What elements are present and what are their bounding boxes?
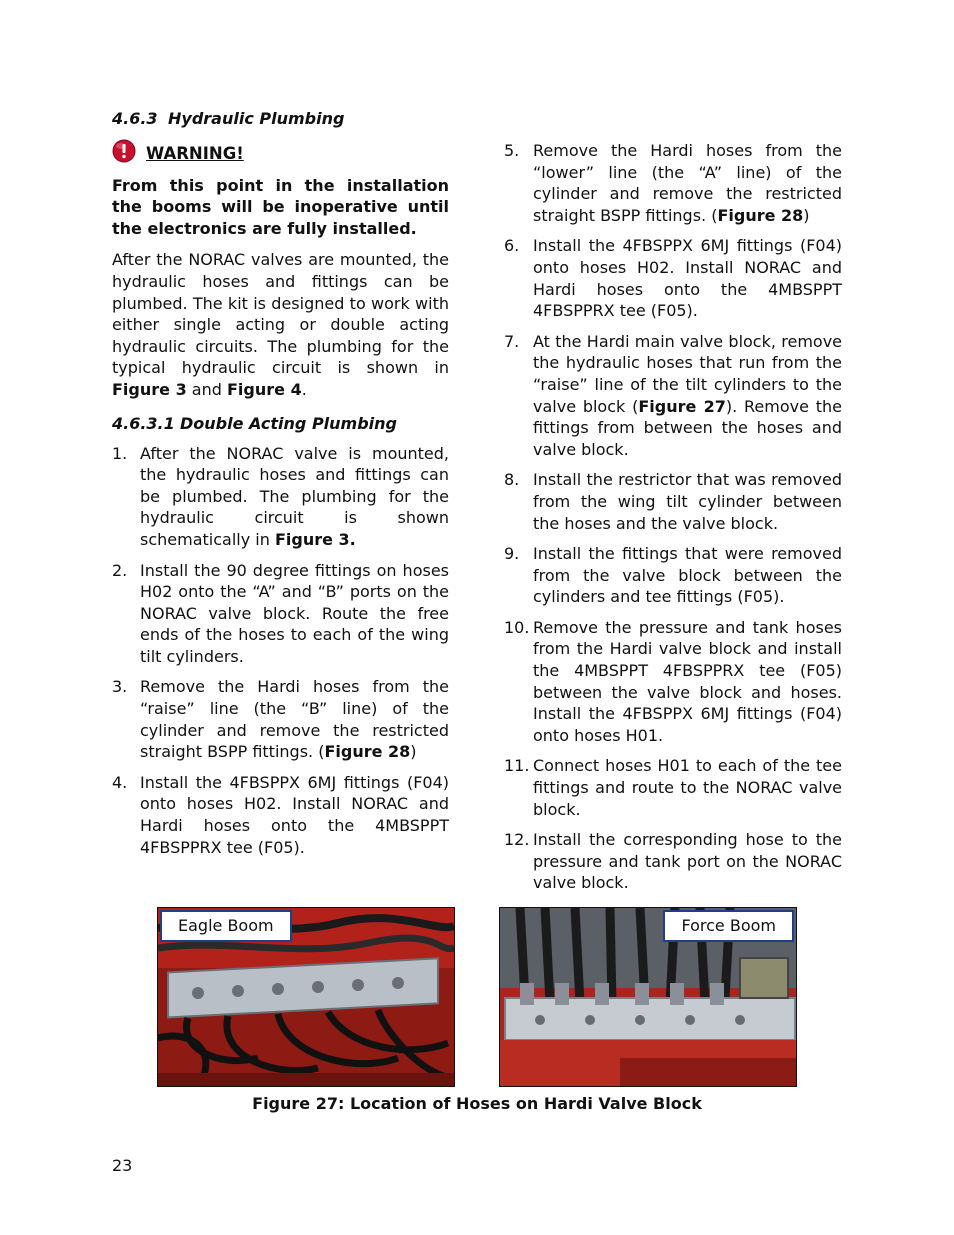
intro-and: and bbox=[191, 379, 222, 399]
exclamation-circle-icon bbox=[112, 139, 136, 163]
step-text: Install the restrictor that was removed from the wing tilt cylinder between the hoses and the valve block. bbox=[533, 470, 842, 533]
step-text: Install the 90 degree fittings on hoses H02 onto the “A” and “B” ports on the NORAC valve block. Route the free ends of the hoses to each of the wing tilt cylinders. bbox=[140, 560, 449, 666]
list-item bbox=[504, 235, 842, 321]
step-body: At the Hardi main valve block, remove the hydraulic hoses that run from the “raise” line of the tilt cylinders to the valve block ( bbox=[533, 331, 842, 416]
page-number: 23 bbox=[112, 1156, 133, 1175]
step-number: 2. bbox=[112, 560, 128, 580]
step-text: Install the fittings that were removed from the valve block between the cylinders and tee fittings (F05). bbox=[533, 544, 842, 607]
list-item bbox=[504, 469, 842, 534]
step-text bbox=[533, 331, 842, 461]
step-body-after: ). Remove the fittings from between the hoses and valve block. bbox=[533, 396, 843, 459]
step-number: 8. bbox=[504, 470, 520, 490]
list-item bbox=[504, 331, 842, 461]
warning-label: WARNING! bbox=[146, 144, 244, 163]
step-figure-ref: Figure 28 bbox=[324, 742, 411, 762]
steps-list-left bbox=[112, 443, 449, 859]
figure-caption: Figure 27: Location of Hoses on Hardi Valve Block bbox=[252, 1094, 702, 1113]
list-item bbox=[112, 772, 449, 858]
intro-period: . bbox=[301, 379, 307, 399]
section-heading bbox=[112, 108, 449, 130]
warning-header bbox=[112, 143, 449, 165]
intro-text: After the NORAC valves are mounted, the hydraulic hoses and fittings can be plumbed. The kit is designed to work with either single acting or double acting hydraulic circuits. The plumbing for the typical hydraulic circuit is shown in bbox=[112, 250, 449, 378]
step-text bbox=[533, 140, 842, 226]
step-number: 12. bbox=[504, 830, 530, 850]
step-number: 6. bbox=[504, 236, 520, 256]
step-figure-ref: Figure 28 bbox=[717, 205, 804, 225]
step-text: Remove the pressure and tank hoses from the Hardi valve block and install the 4MBSPPT 4FBSPPRX tee (F05) between the valve block and hoses. Install the 4FBSPPX 6MJ fittings (F04) onto hoses H01. bbox=[533, 617, 842, 745]
warning-text: From this point in the installation the booms will be inoperative until the electronics are fully installed. bbox=[112, 175, 449, 238]
subsection-title: Double Acting Plumbing bbox=[180, 413, 397, 433]
step-body: Remove the Hardi hoses from the “lower” line (the “A” line) of the cylinder and remove the restricted straight BSPP fittings. ( bbox=[533, 141, 842, 225]
figure-3-ref: Figure 3 bbox=[112, 379, 187, 399]
step-body: After the NORAC valve is mounted, the hydraulic hoses and fittings can be plumbed. The plumbing for the hydraulic circuit is shown schematically in bbox=[140, 443, 449, 549]
step-text: Install the 4FBSPPX 6MJ fittings (F04) onto hoses H02. Install NORAC and Hardi hoses onto the 4MBSPPT 4FBSPPRX tee (F05). bbox=[533, 236, 842, 321]
list-item bbox=[504, 543, 842, 608]
step-text bbox=[140, 676, 449, 762]
eagle-boom-photo bbox=[157, 907, 455, 1087]
force-boom-photo bbox=[499, 907, 797, 1087]
list-item bbox=[504, 140, 842, 226]
step-number: 11. bbox=[504, 756, 530, 776]
step-body: Remove the Hardi hoses from the “raise” line (the “B” line) of the cylinder and remove the restricted straight BSPP fittings. ( bbox=[140, 677, 449, 762]
step-figure-ref: Figure 27 bbox=[638, 396, 726, 416]
intro-paragraph bbox=[112, 249, 449, 400]
left-column bbox=[112, 108, 449, 867]
list-item bbox=[504, 617, 842, 747]
steps-list-right bbox=[504, 140, 842, 894]
step-number: 7. bbox=[504, 331, 520, 351]
step-number: 10. bbox=[504, 617, 530, 637]
list-item bbox=[504, 755, 842, 820]
step-body-after: ) bbox=[803, 205, 810, 225]
subsection-number: 4.6.3.1 bbox=[112, 413, 175, 433]
list-item bbox=[112, 676, 449, 762]
step-text: Connect hoses H01 to each of the tee fittings and route to the NORAC valve block. bbox=[533, 756, 842, 819]
list-item bbox=[112, 443, 449, 551]
step-text bbox=[140, 443, 449, 551]
step-number: 3. bbox=[112, 677, 128, 697]
photo-label-force: Force Boom bbox=[663, 910, 794, 942]
figure-4-ref: Figure 4 bbox=[227, 379, 302, 399]
list-item bbox=[504, 829, 842, 894]
list-item bbox=[112, 560, 449, 668]
section-number: 4.6.3 bbox=[112, 109, 158, 128]
step-body-after: ) bbox=[410, 742, 417, 762]
step-number: 4. bbox=[112, 772, 128, 792]
step-number: 1. bbox=[112, 443, 128, 463]
step-text: Install the corresponding hose to the pressure and tank port on the NORAC valve block. bbox=[533, 830, 842, 893]
photo-label-eagle: Eagle Boom bbox=[160, 910, 292, 942]
step-figure-ref: Figure 3. bbox=[274, 529, 356, 549]
step-text: Install the 4FBSPPX 6MJ fittings (F04) onto hoses H02. Install NORAC and Hardi hoses onto the 4MBSPPT 4FBSPPRX tee (F05). bbox=[140, 772, 449, 857]
step-number: 5. bbox=[504, 141, 520, 160]
step-number: 9. bbox=[504, 544, 520, 564]
section-title: Hydraulic Plumbing bbox=[168, 109, 345, 128]
right-column bbox=[504, 140, 842, 903]
subsection-heading bbox=[112, 413, 449, 435]
